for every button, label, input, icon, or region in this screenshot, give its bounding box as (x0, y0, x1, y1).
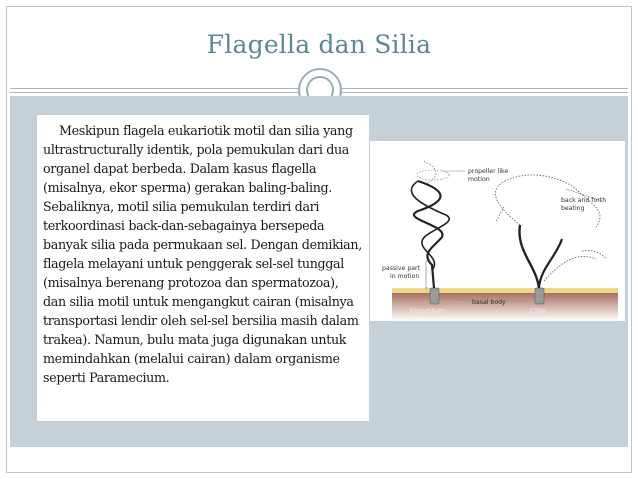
label-propeller-like: propeller like (468, 168, 509, 175)
cilia-basal-body (535, 288, 544, 304)
label-passive-part: passive part (382, 265, 421, 272)
label-back-and-forth: back and forth (561, 197, 607, 204)
slide-title: Flagella dan Silia (206, 30, 432, 59)
body-text: Meskipun flagela eukariotik motil dan silia yang ultrastructurally identik, pola pemukulan dari dua organel dapat berbeda. Dalam kasus flagella (misalnya, ekor sperma) gerakan baling-baling. Sebaliknya, motil silia pemukulan terdiri dari terkoordinasi back-dan-sebagainya bersepeda banyak silia pada permukaan sel. Dengan demikian, flagela melayani untuk penggerak sel-sel tunggal (misalnya berenang protozoa dan spermatozoa), dan silia motil untuk mengangkut cairan (misalnya transportasi lendir oleh sel-sel bersilia masih dalam trakea). Namun, bulu mata juga digunakan untuk memindahkan (melalui cairan) dalam organisme seperti Paramecium. (43, 123, 362, 385)
label-cilia: Cilia (530, 306, 546, 315)
flagellum-ghost-helix (424, 161, 436, 185)
cilium-stroke-forward (539, 239, 562, 288)
label-flagellum: Flagellum (410, 306, 446, 315)
cell-membrane (392, 288, 618, 293)
flagellum-basal-body (430, 288, 439, 304)
cilia-arrow-trail (496, 207, 504, 221)
label-beating: beating (561, 205, 585, 212)
cilium-stroke-main (519, 225, 539, 288)
label-basal-body: basal body (472, 299, 506, 306)
passive-part-bracket (426, 261, 428, 288)
cilia-ghost-tail (582, 250, 606, 259)
label-in-motion: in motion (390, 273, 420, 280)
flagella-cilia-diagram (370, 141, 625, 321)
diagram-svg (370, 141, 625, 321)
text-panel (37, 115, 369, 421)
label-motion: motion (468, 176, 490, 183)
bottom-strip (10, 447, 628, 471)
